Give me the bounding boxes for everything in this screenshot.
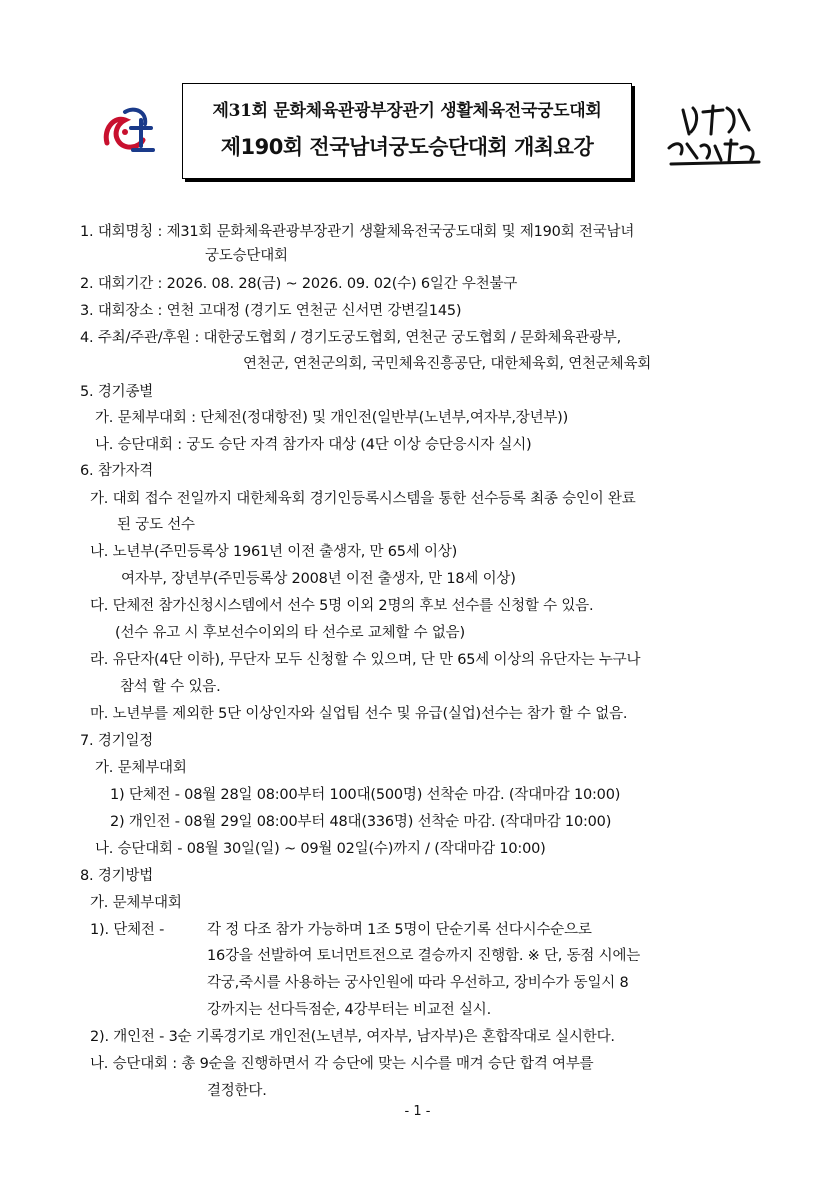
item-5-ga: 가. 문체부대회 : 단체전(정대항전) 및 개인전(일반부(노년부,여자부,장년부)) xyxy=(95,410,569,426)
item-7-ga-2: 2) 개인전 - 08월 29일 08:00부터 48대(336명) 선착순 마감. (작대마감 10:00) xyxy=(110,814,612,830)
page-number: - 1 - xyxy=(404,1104,431,1119)
item-4-organizers-cont: 연천군, 연천군의회, 국민체육진흥공단, 대한체육회, 연천군체육회 xyxy=(243,356,652,372)
item-6-na: 나. 노년부(주민등록상 1961년 이전 출생자, 만 65세 이상) xyxy=(90,544,458,560)
item-6-na-cont: 여자부, 장년부(주민등록상 2008년 이전 출생자, 만 18세 이상) xyxy=(121,571,516,587)
item-7-na: 나. 승단대회 - 08월 30일(일) ~ 09월 02일(수)까지 / (작대마감 10:00) xyxy=(95,841,546,857)
item-5-na: 나. 승단대회 : 궁도 승단 자격 참가자 대상 (4단 이상 승단응시자 실시) xyxy=(95,437,532,453)
item-7-ga-1: 1) 단체전 - 08월 28일 08:00부터 100대(500명) 선착순 마감. (작대마감 10:00) xyxy=(110,787,621,803)
item-8-na: 나. 승단대회 : 총 9순을 진행하면서 각 승단에 맞는 시수를 매겨 승단 합격 여부를 xyxy=(90,1056,594,1072)
archery-federation-logo-icon xyxy=(95,98,165,168)
item-8-ga: 가. 문체부대회 xyxy=(90,895,182,911)
item-2-period: 2. 대회기간 : 2026. 08. 28(금) ~ 2026. 09. 02(수) 6일간 우천불구 xyxy=(80,276,518,292)
item-8-na-cont: 결정한다. xyxy=(207,1083,267,1099)
event-title-primary: 제31회 문화체육관광부장관기 생활체육전국궁도대회 xyxy=(212,101,602,121)
item-8-ga-1-text-1: 각 정 다조 참가 가능하며 1조 5명이 단순기록 선다시수순으로 xyxy=(207,922,592,938)
calligraphy-slogan-icon xyxy=(663,100,763,172)
item-6-da-cont: (선수 유고 시 후보선수이외의 타 선수로 교체할 수 없음) xyxy=(115,625,465,641)
item-1-name-cont: 궁도승단대회 xyxy=(205,248,288,264)
item-4-organizers: 4. 주최/주관/후원 : 대한궁도협회 / 경기도궁도협회, 연천군 궁도협회 / 문화체육관광부, xyxy=(80,330,621,346)
item-6-ra-cont: 참석 할 수 있음. xyxy=(120,679,221,695)
item-8-ga-1-text-2: 16강을 선발하여 토너먼트전으로 결승까지 진행함. ※ 단, 동점 시에는 xyxy=(207,948,641,964)
item-7-heading: 7. 경기일정 xyxy=(80,733,154,749)
item-3-venue: 3. 대회장소 : 연천 고대정 (경기도 연천군 신서면 강변길145) xyxy=(80,303,462,319)
item-8-ga-2: 2). 개인전 - 3순 기록경기로 개인전(노년부, 여자부, 남자부)은 혼합작대로 실시한다. xyxy=(90,1029,615,1045)
item-6-ga-cont: 된 궁도 선수 xyxy=(117,517,195,533)
item-8-ga-1-text-3: 각궁,죽시를 사용하는 궁사인원에 따라 우선하고, 장비수가 동일시 8 xyxy=(207,975,629,991)
item-6-ra: 라. 유단자(4단 이하), 무단자 모두 신청할 수 있으며, 단 만 65세 이상의 유단자는 누구나 xyxy=(90,652,641,668)
item-5-heading: 5. 경기종별 xyxy=(80,384,154,400)
item-8-ga-1-label: 1). 단체전 - xyxy=(90,922,165,938)
item-6-ga: 가. 대회 접수 전일까지 대한체육회 경기인등록시스템을 통한 선수등록 최종 승인이 완료 xyxy=(90,491,636,507)
item-8-ga-1-text-4: 강까지는 선다득점순, 4강부터는 비교전 실시. xyxy=(207,1002,492,1018)
title-box xyxy=(182,83,632,179)
item-1-name: 1. 대회명칭 : 제31회 문화체육관광부장관기 생활체육전국궁도대회 및 제190회 전국남녀 xyxy=(80,224,635,240)
item-8-heading: 8. 경기방법 xyxy=(80,868,154,884)
item-6-heading: 6. 참가자격 xyxy=(80,463,154,479)
item-6-ma: 마. 노년부를 제외한 5단 이상인자와 실업팀 선수 및 유급(실업)선수는 참가 할 수 없음. xyxy=(90,706,628,722)
item-7-ga: 가. 문체부대회 xyxy=(95,760,187,776)
item-6-da: 다. 단체전 참가신청시스템에서 선수 5명 이외 2명의 후보 선수를 신청할 수 있음. xyxy=(90,598,594,614)
event-title-secondary: 제190회 전국남녀궁도승단대회 개최요강 xyxy=(220,135,594,159)
